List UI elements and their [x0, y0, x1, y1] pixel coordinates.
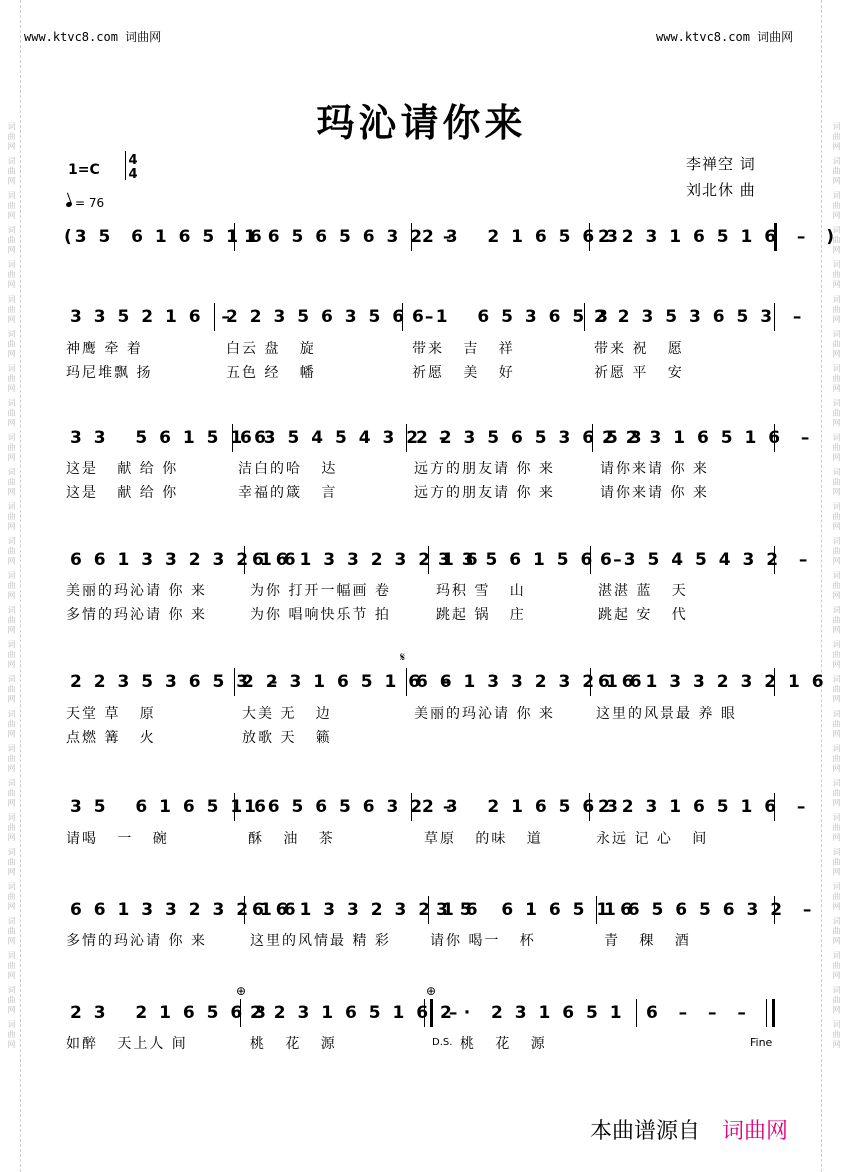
lyric: 玛积 雪 山 [436, 583, 526, 599]
lyric: 放歌 天 籁 [242, 730, 332, 746]
segno-icon: 𝄋 [400, 650, 406, 664]
measure: 2 2 3 5 3 6 5 3 – [70, 672, 281, 692]
lyric: 带来 吉 祥 [412, 341, 515, 357]
measure: 6 3 5 4 5 4 3 2 – [600, 550, 811, 570]
barline [766, 999, 767, 1027]
lyric: 这里的风景最 养 眼 [596, 706, 737, 722]
measure: 3 5 6 1 6 5 1 6 [436, 900, 635, 920]
coda-icon: ⊕ [426, 984, 437, 998]
time-signature [125, 154, 141, 182]
measure: 3 3 5 2 1 6 – [70, 307, 233, 327]
watermark-url-left[interactable]: www.ktvc8.com 词曲网 [24, 30, 162, 44]
measure: 3 3 5 6 1 5 6 – [438, 550, 625, 570]
fine-mark: Fine [750, 1036, 773, 1049]
measure: 6 6 1 3 3 2 3 2 1 6 [416, 672, 645, 692]
barline [584, 303, 585, 331]
measure: 2 3 2 1 6 5 6 3 [70, 1003, 269, 1023]
barline [406, 424, 407, 452]
source-label: 本曲谱源自 [590, 1119, 701, 1144]
measure: 1 6 5 6 5 6 3 2 – [244, 797, 455, 817]
measure: 6 6 1 3 3 2 3 2 1 6 [70, 900, 299, 920]
lyric: 带来 祝 愿 [594, 341, 684, 357]
lyric: 美丽的玛沁请 你 来 [66, 583, 207, 599]
barline [402, 303, 403, 331]
coda-icon: ⊕ [236, 984, 247, 998]
measure: 2 2 3 1 6 5 1 6 – [598, 797, 809, 817]
barline [636, 999, 637, 1027]
lyric: 白云 盘 旋 [226, 341, 316, 357]
lyric: 请喝 一 碗 [66, 831, 169, 847]
measure: 2 3 2 1 6 5 6 3 [422, 227, 621, 247]
lyric: 洁白的哈 达 [238, 461, 338, 477]
lyric: 这是 献 给 你 [66, 461, 179, 477]
lyric: 跳起 安 代 [598, 607, 688, 623]
barline [240, 999, 241, 1027]
measure: 6 – – – [646, 1003, 749, 1023]
composer-credit: 刘北休 曲 [686, 181, 756, 199]
lyric: 五色 经 幡 [226, 365, 316, 381]
measure: 2 · 2 3 1 6 5 1 [440, 1003, 625, 1023]
barline [406, 668, 407, 696]
measure: 3 3 5 6 1 5 1 6 [70, 428, 269, 448]
side-watermark-right: 词曲网 词曲网 词曲网 词曲网 词曲网 词曲网 词曲网 词曲网 词曲网 词曲网 词曲网 词曲网 词曲网 词曲网 词曲网 词曲网 词曲网 词曲网 词曲网 词曲网 词曲网 词曲网 词曲网 词曲网 词曲网 词曲网 词曲网 [832, 121, 841, 1051]
barline [424, 999, 425, 1027]
lyric: 远方的朋友请 你 来 [414, 485, 555, 501]
margin-line-left [20, 0, 21, 1172]
lyric: 多情的玛沁请 你 来 [66, 933, 207, 949]
measure: 2 2 3 1 6 5 1 6 – ) [598, 227, 838, 247]
barline [596, 896, 597, 924]
lyric: 多情的玛沁请 你 来 [66, 607, 207, 623]
quarter-note-icon [65, 201, 72, 208]
barline [234, 793, 235, 821]
key-signature: 1=C [68, 162, 100, 178]
barline [428, 896, 429, 924]
barline [234, 223, 235, 251]
dal-segno-mark: D.S. [432, 1037, 453, 1048]
measure: 2 2 3 1 6 5 1 6 – [250, 1003, 461, 1023]
barline [774, 424, 775, 452]
source-site-link[interactable]: 词曲网 [722, 1119, 789, 1144]
barline [589, 793, 590, 821]
measure: 2 2 3 5 6 3 5 6 – [226, 307, 437, 327]
lyric: 玛尼堆飘 扬 [66, 365, 153, 381]
tempo-value: = 76 [75, 196, 105, 210]
measure: 2 2 3 1 6 5 1 6 – [242, 672, 453, 692]
barline [590, 668, 591, 696]
barline-end [772, 999, 775, 1027]
barline [590, 546, 591, 574]
barline [774, 793, 775, 821]
watermark-url-right[interactable]: www.ktvc8.com 词曲网 [656, 30, 794, 44]
lyric: 为你 唱响快乐节 拍 [250, 607, 391, 623]
measure: 6 3 5 4 5 4 3 2 – [240, 428, 451, 448]
meter-bottom: 4 [128, 167, 138, 182]
lyric: 天堂 草 原 [66, 706, 156, 722]
lyric: 神鹰 牵 着 [66, 341, 143, 357]
barline [774, 303, 775, 331]
lyric: 如醉 天上人 间 [66, 1036, 188, 1052]
measure: 6 6 1 3 3 2 3 2 1 6 [70, 550, 299, 570]
measure: 2 2 3 1 6 5 1 6 – [602, 428, 813, 448]
barline [774, 896, 775, 924]
lyric: 草原 的味 道 [424, 831, 543, 847]
barline [232, 424, 233, 452]
lyric: 跳起 锅 庄 [436, 607, 526, 623]
measure: 6 1 6 5 3 6 5 3 [412, 307, 611, 327]
measure: 2 2 3 5 3 6 5 3 – [594, 307, 805, 327]
measure: 6 6 1 3 3 2 3 2 1 6 [252, 900, 481, 920]
lyric: 这里的风情最 精 彩 [250, 933, 391, 949]
lyric: 祈愿 美 好 [412, 365, 515, 381]
barline [244, 896, 245, 924]
measure: 2 3 2 1 6 5 6 3 [422, 797, 621, 817]
lyric: 青 稞 酒 [604, 933, 691, 949]
lyric: 点燃 篝 火 [66, 730, 156, 746]
barline-double [430, 999, 433, 1027]
lyric: 美丽的玛沁请 你 来 [414, 706, 555, 722]
lyric: 桃 花 源 [460, 1036, 547, 1052]
lyric: 永远 记 心 间 [596, 831, 709, 847]
barline-end [774, 223, 777, 251]
barline [411, 793, 412, 821]
measure: (3 5 6 1 6 5 1 6 [64, 227, 265, 247]
lyric: 大美 无 边 [242, 706, 332, 722]
meter-bar [125, 151, 126, 180]
barline [774, 546, 775, 574]
measure: 6 6 1 3 3 2 3 2 1 6 [252, 550, 481, 570]
lyricist-credit: 李禅空 词 [686, 155, 756, 173]
lyric: 远方的朋友请 你 来 [414, 461, 555, 477]
lyric: 酥 油 茶 [248, 831, 335, 847]
lyric: 请你来请 你 来 [600, 461, 709, 477]
barline [774, 668, 775, 696]
barline [411, 223, 412, 251]
lyric: 请你 喝一 杯 [430, 933, 536, 949]
lyric: 为你 打开一幅画 卷 [250, 583, 391, 599]
measure: 6 6 1 3 3 2 3 2 1 6 [598, 672, 827, 692]
song-title: 玛沁请你来 [316, 100, 527, 145]
barline [592, 424, 593, 452]
barline [214, 303, 215, 331]
meter-top: 4 [128, 153, 138, 168]
side-watermark-left: 词曲网 词曲网 词曲网 词曲网 词曲网 词曲网 词曲网 词曲网 词曲网 词曲网 词曲网 词曲网 词曲网 词曲网 词曲网 词曲网 词曲网 词曲网 词曲网 词曲网 词曲网 词曲网 词曲网 词曲网 词曲网 词曲网 词曲网 [7, 121, 16, 1051]
lyric: 幸福的箴 言 [238, 485, 338, 501]
barline [589, 223, 590, 251]
lyric: 请你来请 你 来 [600, 485, 709, 501]
barline [234, 668, 235, 696]
lyric: 桃 花 源 [250, 1036, 337, 1052]
lyric: 祈愿 平 安 [594, 365, 684, 381]
barline [244, 546, 245, 574]
measure: 2 2 3 5 6 5 3 6 5 3 [416, 428, 645, 448]
measure: 3 5 6 1 6 5 1 6 [70, 797, 269, 817]
tempo-marking [66, 196, 104, 210]
source-footer [590, 1114, 788, 1145]
measure: 1 6 5 6 5 6 3 2 – [604, 900, 815, 920]
margin-line-right [821, 0, 822, 1172]
lyric: 这是 献 给 你 [66, 485, 179, 501]
barline [428, 546, 429, 574]
lyric: 湛湛 蓝 天 [598, 583, 688, 599]
measure: 1 6 5 6 5 6 3 2 – [244, 227, 455, 247]
